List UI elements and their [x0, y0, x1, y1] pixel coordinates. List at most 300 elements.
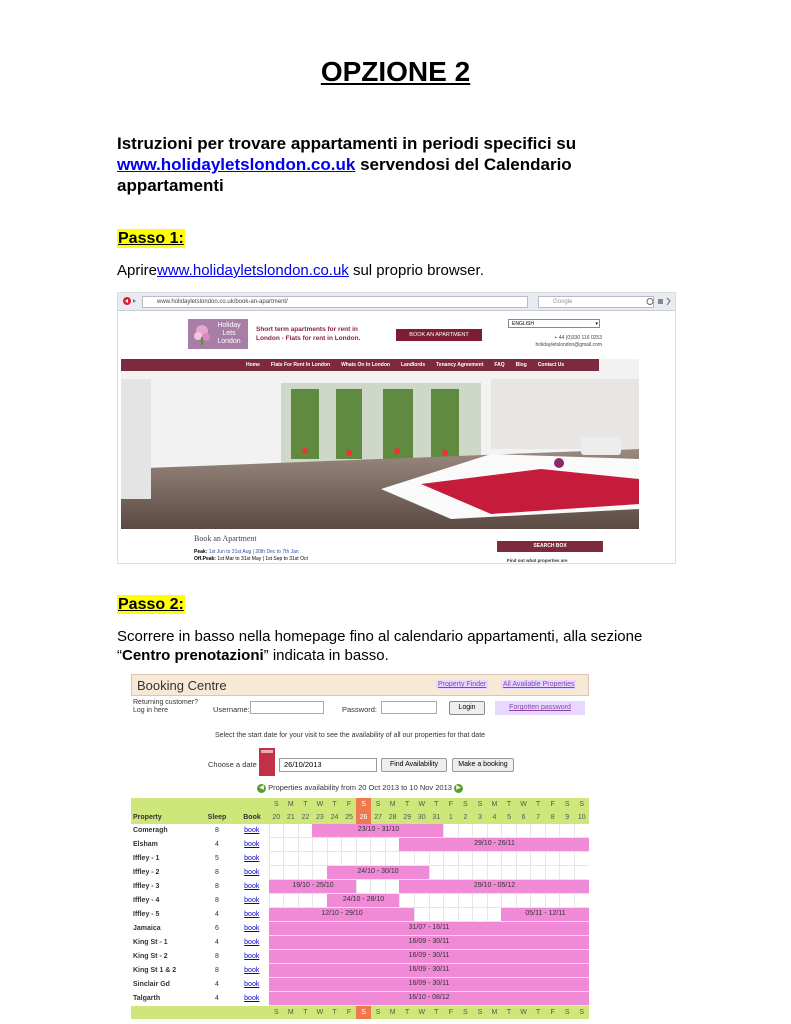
booked-cell[interactable] [371, 950, 386, 964]
booked-cell[interactable] [385, 992, 400, 1006]
booked-cell[interactable] [444, 922, 459, 936]
booked-cell[interactable] [371, 936, 386, 950]
free-cell[interactable] [313, 894, 328, 908]
booked-cell[interactable] [473, 950, 488, 964]
booked-cell[interactable] [414, 824, 429, 838]
username-input[interactable] [250, 701, 324, 714]
booked-cell[interactable] [313, 908, 328, 922]
booked-cell[interactable] [356, 866, 371, 880]
booked-cell[interactable] [356, 936, 371, 950]
booked-cell[interactable] [429, 936, 444, 950]
booked-cell[interactable] [313, 950, 328, 964]
booked-cell[interactable] [487, 838, 502, 852]
booked-cell[interactable] [298, 964, 313, 978]
free-cell[interactable] [545, 852, 560, 866]
booked-cell[interactable] [502, 964, 517, 978]
free-cell[interactable] [487, 824, 502, 838]
free-cell[interactable] [414, 908, 429, 922]
booked-cell[interactable] [429, 978, 444, 992]
booked-cell[interactable] [269, 908, 284, 922]
booked-cell[interactable] [327, 964, 342, 978]
booked-cell[interactable] [313, 936, 328, 950]
booked-cell[interactable] [385, 978, 400, 992]
book-link[interactable]: book [235, 894, 269, 908]
free-cell[interactable] [269, 824, 284, 838]
booked-cell[interactable] [371, 978, 386, 992]
booked-cell[interactable] [560, 838, 575, 852]
free-cell[interactable] [284, 852, 299, 866]
booked-cell[interactable] [473, 880, 488, 894]
booked-cell[interactable] [414, 880, 429, 894]
booked-cell[interactable] [298, 936, 313, 950]
booked-cell[interactable] [298, 880, 313, 894]
booked-cell[interactable] [342, 908, 357, 922]
booked-cell[interactable] [473, 978, 488, 992]
booked-cell[interactable] [429, 992, 444, 1006]
free-cell[interactable] [531, 852, 546, 866]
free-cell[interactable] [414, 852, 429, 866]
arrow-left-icon[interactable]: ◀ [257, 784, 266, 793]
booked-cell[interactable] [371, 908, 386, 922]
free-cell[interactable] [313, 852, 328, 866]
free-cell[interactable] [284, 894, 299, 908]
book-link[interactable]: book [235, 824, 269, 838]
booked-cell[interactable] [545, 908, 560, 922]
booked-cell[interactable] [284, 936, 299, 950]
arrow-right-icon[interactable]: ▶ [454, 784, 463, 793]
booked-cell[interactable] [327, 824, 342, 838]
booked-cell[interactable] [531, 880, 546, 894]
booked-cell[interactable] [545, 838, 560, 852]
free-cell[interactable] [458, 852, 473, 866]
booked-cell[interactable] [444, 950, 459, 964]
book-link[interactable]: book [235, 922, 269, 936]
booked-cell[interactable] [444, 964, 459, 978]
booked-cell[interactable] [414, 936, 429, 950]
language-select[interactable] [508, 319, 600, 328]
browser-toolbar-icons[interactable] [646, 297, 672, 306]
free-cell[interactable] [531, 866, 546, 880]
booked-cell[interactable] [531, 964, 546, 978]
booked-cell[interactable] [429, 838, 444, 852]
free-cell[interactable] [284, 866, 299, 880]
free-cell[interactable] [356, 838, 371, 852]
booked-cell[interactable] [516, 908, 531, 922]
booked-cell[interactable] [473, 936, 488, 950]
free-cell[interactable] [371, 852, 386, 866]
free-cell[interactable] [516, 824, 531, 838]
free-cell[interactable] [444, 894, 459, 908]
booked-cell[interactable] [356, 978, 371, 992]
nav-flats[interactable]: Flats For Rent In London [270, 362, 331, 368]
booked-cell[interactable] [298, 908, 313, 922]
booked-cell[interactable] [502, 992, 517, 1006]
booked-cell[interactable] [560, 880, 575, 894]
booked-cell[interactable] [458, 964, 473, 978]
booked-cell[interactable] [458, 992, 473, 1006]
booked-cell[interactable] [327, 936, 342, 950]
booked-cell[interactable] [487, 922, 502, 936]
booked-cell[interactable] [327, 950, 342, 964]
booked-cell[interactable] [487, 950, 502, 964]
booked-cell[interactable] [327, 908, 342, 922]
booked-cell[interactable] [269, 978, 284, 992]
booked-cell[interactable] [516, 950, 531, 964]
free-cell[interactable] [473, 908, 488, 922]
nav-landlords[interactable]: Landlords [400, 362, 426, 368]
free-cell[interactable] [516, 852, 531, 866]
booked-cell[interactable] [473, 964, 488, 978]
nav-contact[interactable]: Contact Us [537, 362, 565, 368]
step1-link[interactable]: www.holidayletslondon.co.uk [157, 262, 349, 279]
free-cell[interactable] [516, 866, 531, 880]
free-cell[interactable] [385, 838, 400, 852]
booked-cell[interactable] [531, 838, 546, 852]
book-apartment-button[interactable]: BOOK AN APARTMENT [396, 329, 482, 341]
booked-cell[interactable] [284, 922, 299, 936]
booked-cell[interactable] [531, 922, 546, 936]
url-bar[interactable]: www.holidayletslondon.co.uk/book-an-apartment/ [142, 296, 528, 308]
booked-cell[interactable] [400, 964, 415, 978]
booked-cell[interactable] [429, 880, 444, 894]
free-cell[interactable] [574, 866, 589, 880]
booked-cell[interactable] [269, 964, 284, 978]
booked-cell[interactable] [545, 950, 560, 964]
booked-cell[interactable] [531, 936, 546, 950]
booked-cell[interactable] [574, 880, 589, 894]
booked-cell[interactable] [342, 950, 357, 964]
booked-cell[interactable] [574, 838, 589, 852]
booked-cell[interactable] [400, 992, 415, 1006]
booked-cell[interactable] [574, 964, 589, 978]
nav-home[interactable]: Home [246, 362, 260, 368]
booked-cell[interactable] [298, 950, 313, 964]
booked-cell[interactable] [429, 964, 444, 978]
free-cell[interactable] [429, 908, 444, 922]
booked-cell[interactable] [385, 866, 400, 880]
booked-cell[interactable] [560, 922, 575, 936]
booked-cell[interactable] [516, 964, 531, 978]
booked-cell[interactable] [560, 978, 575, 992]
booked-cell[interactable] [313, 922, 328, 936]
book-link[interactable]: book [235, 838, 269, 852]
free-cell[interactable] [574, 852, 589, 866]
book-link[interactable]: book [235, 866, 269, 880]
free-cell[interactable] [473, 894, 488, 908]
booked-cell[interactable] [487, 964, 502, 978]
booked-cell[interactable] [458, 880, 473, 894]
booked-cell[interactable] [371, 894, 386, 908]
booked-cell[interactable] [516, 936, 531, 950]
booked-cell[interactable] [313, 964, 328, 978]
booked-cell[interactable] [516, 978, 531, 992]
booked-cell[interactable] [284, 950, 299, 964]
booked-cell[interactable] [313, 992, 328, 1006]
booked-cell[interactable] [342, 978, 357, 992]
booked-cell[interactable] [356, 992, 371, 1006]
booked-cell[interactable] [400, 922, 415, 936]
free-cell[interactable] [458, 894, 473, 908]
booked-cell[interactable] [502, 922, 517, 936]
booked-cell[interactable] [400, 866, 415, 880]
free-cell[interactable] [342, 852, 357, 866]
booked-cell[interactable] [327, 866, 342, 880]
booked-cell[interactable] [284, 908, 299, 922]
booked-cell[interactable] [531, 978, 546, 992]
free-cell[interactable] [473, 852, 488, 866]
booked-cell[interactable] [342, 866, 357, 880]
booked-cell[interactable] [502, 978, 517, 992]
free-cell[interactable] [356, 852, 371, 866]
booked-cell[interactable] [414, 950, 429, 964]
free-cell[interactable] [444, 866, 459, 880]
booked-cell[interactable] [371, 866, 386, 880]
free-cell[interactable] [400, 894, 415, 908]
book-link[interactable]: book [235, 978, 269, 992]
booked-cell[interactable] [327, 992, 342, 1006]
booked-cell[interactable] [531, 950, 546, 964]
book-link[interactable]: book [235, 936, 269, 950]
booked-cell[interactable] [327, 880, 342, 894]
booked-cell[interactable] [502, 936, 517, 950]
nav-blog[interactable]: Blog [515, 362, 527, 368]
free-cell[interactable] [545, 894, 560, 908]
booked-cell[interactable] [385, 950, 400, 964]
free-cell[interactable] [560, 852, 575, 866]
booked-cell[interactable] [356, 894, 371, 908]
booked-cell[interactable] [560, 950, 575, 964]
booked-cell[interactable] [400, 824, 415, 838]
booked-cell[interactable] [487, 978, 502, 992]
booked-cell[interactable] [545, 964, 560, 978]
book-link[interactable]: book [235, 880, 269, 894]
booked-cell[interactable] [414, 964, 429, 978]
calendar-icon[interactable] [259, 748, 275, 776]
book-link[interactable]: book [235, 950, 269, 964]
booked-cell[interactable] [342, 936, 357, 950]
booked-cell[interactable] [284, 992, 299, 1006]
booked-cell[interactable] [356, 922, 371, 936]
booked-cell[interactable] [385, 894, 400, 908]
book-link[interactable]: book [235, 964, 269, 978]
back-forward-icon[interactable] [122, 296, 138, 306]
booked-cell[interactable] [429, 824, 444, 838]
free-cell[interactable] [371, 880, 386, 894]
booked-cell[interactable] [531, 908, 546, 922]
free-cell[interactable] [545, 866, 560, 880]
booked-cell[interactable] [545, 978, 560, 992]
browser-search-box[interactable]: Google [538, 296, 654, 308]
free-cell[interactable] [269, 838, 284, 852]
booked-cell[interactable] [502, 838, 517, 852]
booked-cell[interactable] [269, 936, 284, 950]
booked-cell[interactable] [356, 950, 371, 964]
property-finder-link[interactable]: Property Finder [438, 681, 487, 688]
booked-cell[interactable] [414, 838, 429, 852]
booked-cell[interactable] [458, 838, 473, 852]
booked-cell[interactable] [371, 964, 386, 978]
booked-cell[interactable] [385, 964, 400, 978]
booked-cell[interactable] [487, 992, 502, 1006]
free-cell[interactable] [429, 852, 444, 866]
free-cell[interactable] [327, 838, 342, 852]
booked-cell[interactable] [356, 964, 371, 978]
free-cell[interactable] [473, 866, 488, 880]
booked-cell[interactable] [342, 964, 357, 978]
booked-cell[interactable] [269, 950, 284, 964]
booked-cell[interactable] [342, 824, 357, 838]
booked-cell[interactable] [574, 992, 589, 1006]
free-cell[interactable] [429, 866, 444, 880]
booked-cell[interactable] [458, 950, 473, 964]
booked-cell[interactable] [574, 908, 589, 922]
booked-cell[interactable] [458, 936, 473, 950]
free-cell[interactable] [516, 894, 531, 908]
site-logo[interactable] [188, 319, 248, 349]
booked-cell[interactable] [400, 880, 415, 894]
booked-cell[interactable] [414, 992, 429, 1006]
free-cell[interactable] [298, 824, 313, 838]
booked-cell[interactable] [385, 824, 400, 838]
free-cell[interactable] [444, 908, 459, 922]
booked-cell[interactable] [385, 936, 400, 950]
booked-cell[interactable] [444, 838, 459, 852]
booked-cell[interactable] [444, 992, 459, 1006]
booked-cell[interactable] [400, 950, 415, 964]
free-cell[interactable] [487, 894, 502, 908]
nav-whats-on[interactable]: Whats On In London [341, 362, 390, 368]
booked-cell[interactable] [327, 894, 342, 908]
booked-cell[interactable] [414, 978, 429, 992]
booked-cell[interactable] [545, 992, 560, 1006]
book-link[interactable]: book [235, 908, 269, 922]
free-cell[interactable] [458, 908, 473, 922]
free-cell[interactable] [400, 852, 415, 866]
booked-cell[interactable] [342, 922, 357, 936]
free-cell[interactable] [444, 824, 459, 838]
free-cell[interactable] [371, 838, 386, 852]
booked-cell[interactable] [269, 992, 284, 1006]
booked-cell[interactable] [502, 950, 517, 964]
booked-cell[interactable] [400, 978, 415, 992]
booked-cell[interactable] [400, 838, 415, 852]
booked-cell[interactable] [313, 978, 328, 992]
booked-cell[interactable] [400, 936, 415, 950]
free-cell[interactable] [429, 894, 444, 908]
free-cell[interactable] [385, 852, 400, 866]
free-cell[interactable] [298, 852, 313, 866]
find-availability-button[interactable]: Find Availability [381, 758, 447, 772]
booked-cell[interactable] [473, 992, 488, 1006]
forgotten-password-link[interactable]: Forgotten password [495, 701, 585, 715]
password-input[interactable] [381, 701, 437, 714]
free-cell[interactable] [269, 866, 284, 880]
booked-cell[interactable] [429, 922, 444, 936]
site-link[interactable]: www.holidayletslondon.co.uk [117, 155, 356, 174]
free-cell[interactable] [342, 838, 357, 852]
booked-cell[interactable] [429, 950, 444, 964]
book-link[interactable]: book [235, 992, 269, 1006]
booked-cell[interactable] [560, 964, 575, 978]
booked-cell[interactable] [458, 922, 473, 936]
booked-cell[interactable] [516, 838, 531, 852]
booked-cell[interactable] [545, 922, 560, 936]
free-cell[interactable] [385, 880, 400, 894]
free-cell[interactable] [313, 838, 328, 852]
booked-cell[interactable] [473, 922, 488, 936]
free-cell[interactable] [298, 838, 313, 852]
free-cell[interactable] [487, 852, 502, 866]
booked-cell[interactable] [574, 922, 589, 936]
free-cell[interactable] [531, 824, 546, 838]
free-cell[interactable] [269, 852, 284, 866]
booked-cell[interactable] [560, 992, 575, 1006]
free-cell[interactable] [327, 852, 342, 866]
free-cell[interactable] [560, 894, 575, 908]
nav-tenancy[interactable]: Tenancy Agreement [436, 362, 484, 368]
booked-cell[interactable] [298, 922, 313, 936]
free-cell[interactable] [313, 866, 328, 880]
free-cell[interactable] [298, 894, 313, 908]
booked-cell[interactable] [414, 922, 429, 936]
free-cell[interactable] [284, 838, 299, 852]
booked-cell[interactable] [342, 894, 357, 908]
nav-faq[interactable]: FAQ [494, 362, 505, 368]
booked-cell[interactable] [298, 992, 313, 1006]
booked-cell[interactable] [356, 908, 371, 922]
booked-cell[interactable] [356, 824, 371, 838]
booked-cell[interactable] [487, 936, 502, 950]
free-cell[interactable] [458, 824, 473, 838]
free-cell[interactable] [502, 852, 517, 866]
booked-cell[interactable] [444, 936, 459, 950]
booked-cell[interactable] [269, 880, 284, 894]
booked-cell[interactable] [414, 866, 429, 880]
free-cell[interactable] [502, 894, 517, 908]
date-input[interactable]: 26/10/2013 [279, 758, 377, 772]
booked-cell[interactable] [545, 936, 560, 950]
free-cell[interactable] [284, 824, 299, 838]
booked-cell[interactable] [545, 880, 560, 894]
all-properties-link[interactable]: All Available Properties [503, 681, 575, 688]
free-cell[interactable] [531, 894, 546, 908]
booked-cell[interactable] [284, 880, 299, 894]
booked-cell[interactable] [502, 880, 517, 894]
free-cell[interactable] [487, 866, 502, 880]
free-cell[interactable] [356, 880, 371, 894]
booked-cell[interactable] [560, 908, 575, 922]
login-button[interactable]: Login [449, 701, 485, 715]
free-cell[interactable] [414, 894, 429, 908]
booked-cell[interactable] [298, 978, 313, 992]
free-cell[interactable] [560, 866, 575, 880]
free-cell[interactable] [487, 908, 502, 922]
booked-cell[interactable] [531, 992, 546, 1006]
booked-cell[interactable] [385, 908, 400, 922]
booked-cell[interactable] [400, 908, 415, 922]
free-cell[interactable] [269, 894, 284, 908]
booked-cell[interactable] [371, 922, 386, 936]
booked-cell[interactable] [342, 880, 357, 894]
booked-cell[interactable] [502, 908, 517, 922]
booked-cell[interactable] [313, 880, 328, 894]
make-booking-button[interactable]: Make a booking [452, 758, 514, 772]
free-cell[interactable] [574, 824, 589, 838]
booked-cell[interactable] [371, 824, 386, 838]
free-cell[interactable] [545, 824, 560, 838]
free-cell[interactable] [473, 824, 488, 838]
booked-cell[interactable] [516, 992, 531, 1006]
